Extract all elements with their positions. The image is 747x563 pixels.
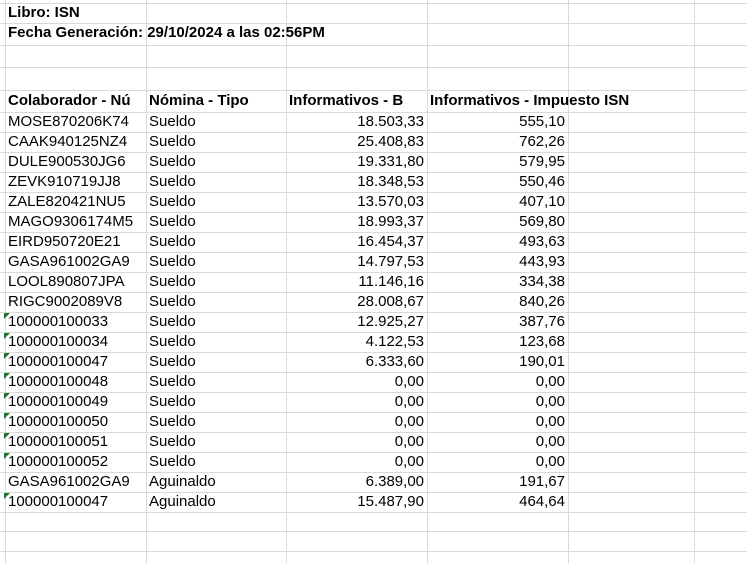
table-cell-base[interactable]: 15.487,90 (357, 493, 424, 510)
table-cell-tipo[interactable]: Sueldo (149, 193, 196, 210)
gridline-horizontal (0, 512, 747, 513)
table-cell-tipo[interactable]: Sueldo (149, 153, 196, 170)
table-cell-isn[interactable]: 0,00 (535, 373, 565, 390)
column-header-isn[interactable]: Informativos - Impuesto ISN (430, 92, 630, 109)
table-cell-colaborador[interactable]: RIGC9002089V8 (8, 293, 123, 310)
table-cell-tipo[interactable]: Sueldo (149, 453, 196, 470)
error-indicator-icon (4, 433, 10, 439)
table-cell-colaborador[interactable]: 100000100048 (8, 373, 109, 390)
table-cell-colaborador[interactable]: 100000100047 (8, 493, 109, 510)
gridline-vertical (694, 0, 695, 563)
table-cell-tipo[interactable]: Sueldo (149, 333, 196, 350)
table-cell-isn[interactable]: 0,00 (535, 413, 565, 430)
table-cell-base[interactable]: 11.146,16 (358, 273, 424, 290)
table-cell-isn[interactable]: 443,93 (519, 253, 565, 270)
table-cell-base[interactable]: 0,00 (394, 373, 424, 390)
table-cell-tipo[interactable]: Sueldo (149, 293, 196, 310)
gridline-horizontal (0, 67, 747, 68)
table-cell-isn[interactable]: 464,64 (519, 493, 565, 510)
table-cell-colaborador[interactable]: 100000100051 (8, 433, 109, 450)
table-cell-isn[interactable]: 840,26 (519, 293, 565, 310)
table-cell-colaborador[interactable]: EIRD950720E21 (8, 233, 121, 250)
table-cell-tipo[interactable]: Sueldo (149, 173, 196, 190)
error-indicator-icon (4, 453, 10, 459)
table-cell-tipo[interactable]: Sueldo (149, 253, 196, 270)
table-cell-base[interactable]: 6.389,00 (365, 473, 424, 490)
table-cell-isn[interactable]: 191,67 (519, 473, 565, 490)
gridline-horizontal (0, 531, 747, 532)
error-indicator-icon (4, 493, 10, 499)
table-cell-colaborador[interactable]: 100000100050 (8, 413, 109, 430)
table-cell-colaborador[interactable]: 100000100049 (8, 393, 109, 410)
table-cell-base[interactable]: 0,00 (394, 393, 424, 410)
table-cell-isn[interactable]: 579,95 (519, 153, 565, 170)
gridline-horizontal (0, 45, 747, 46)
table-cell-tipo[interactable]: Sueldo (149, 433, 196, 450)
table-cell-isn[interactable]: 0,00 (535, 433, 565, 450)
table-cell-tipo[interactable]: Aguinaldo (149, 473, 216, 490)
table-cell-base[interactable]: 6.333,60 (365, 353, 424, 370)
table-cell-tipo[interactable]: Sueldo (149, 113, 196, 130)
table-cell-tipo[interactable]: Sueldo (149, 213, 196, 230)
table-cell-isn[interactable]: 123,68 (519, 333, 565, 350)
table-cell-isn[interactable]: 0,00 (535, 393, 565, 410)
generation-date-cell[interactable]: Fecha Generación: 29/10/2024 a las 02:56PM (8, 24, 325, 41)
table-cell-base[interactable]: 18.348,53 (357, 173, 424, 190)
table-cell-colaborador[interactable]: CAAK940125NZ4 (8, 133, 128, 150)
error-indicator-icon (4, 413, 10, 419)
error-indicator-icon (4, 353, 10, 359)
table-cell-isn[interactable]: 334,38 (519, 273, 565, 290)
table-cell-base[interactable]: 0,00 (394, 453, 424, 470)
table-cell-colaborador[interactable]: 100000100052 (8, 453, 109, 470)
table-cell-colaborador[interactable]: ZALE820421NU5 (8, 193, 126, 210)
table-cell-tipo[interactable]: Sueldo (149, 373, 196, 390)
table-cell-base[interactable]: 0,00 (394, 413, 424, 430)
table-cell-tipo[interactable]: Sueldo (149, 353, 196, 370)
table-cell-colaborador[interactable]: 100000100033 (8, 313, 109, 330)
table-cell-base[interactable]: 28.008,67 (357, 293, 424, 310)
table-cell-tipo[interactable]: Sueldo (149, 393, 196, 410)
table-cell-colaborador[interactable]: LOOL890807JPA (8, 273, 125, 290)
table-cell-colaborador[interactable]: MOSE870206K74 (8, 113, 129, 130)
sheet-title-cell[interactable]: Libro: ISN (8, 4, 80, 21)
table-cell-isn[interactable]: 493,63 (519, 233, 565, 250)
table-cell-isn[interactable]: 387,76 (519, 313, 565, 330)
table-cell-tipo[interactable]: Sueldo (149, 233, 196, 250)
table-cell-isn[interactable]: 550,46 (519, 173, 565, 190)
table-cell-tipo[interactable]: Sueldo (149, 273, 196, 290)
error-indicator-icon (4, 393, 10, 399)
table-cell-base[interactable]: 12.925,27 (357, 313, 424, 330)
table-cell-base[interactable]: 14.797,53 (357, 253, 424, 270)
table-cell-base[interactable]: 18.993,37 (357, 213, 424, 230)
error-indicator-icon (4, 333, 10, 339)
table-cell-base[interactable]: 18.503,33 (357, 113, 424, 130)
table-cell-tipo[interactable]: Sueldo (149, 413, 196, 430)
column-header-base[interactable]: Informativos - B (289, 92, 404, 109)
table-cell-colaborador[interactable]: 100000100034 (8, 333, 109, 350)
table-cell-colaborador[interactable]: DULE900530JG6 (8, 153, 126, 170)
error-indicator-icon (4, 373, 10, 379)
table-cell-base[interactable]: 0,00 (394, 433, 424, 450)
table-cell-colaborador[interactable]: ZEVK910719JJ8 (8, 173, 121, 190)
column-header-colaborador[interactable]: Colaborador - Nú (8, 92, 131, 109)
table-cell-tipo[interactable]: Aguinaldo (149, 493, 216, 510)
table-cell-tipo[interactable]: Sueldo (149, 133, 196, 150)
error-indicator-icon (4, 313, 10, 319)
gridline-horizontal (0, 551, 747, 552)
gridline-vertical (568, 0, 569, 563)
table-cell-isn[interactable]: 0,00 (535, 453, 565, 470)
table-cell-colaborador[interactable]: 100000100047 (8, 353, 109, 370)
table-cell-base[interactable]: 13.570,03 (357, 193, 424, 210)
table-cell-isn[interactable]: 190,01 (519, 353, 565, 370)
table-cell-isn[interactable]: 555,10 (519, 113, 565, 130)
table-cell-isn[interactable]: 407,10 (519, 193, 565, 210)
table-cell-colaborador[interactable]: GASA961002GA9 (8, 473, 130, 490)
table-cell-isn[interactable]: 762,26 (519, 133, 565, 150)
table-cell-isn[interactable]: 569,80 (519, 213, 565, 230)
table-cell-base[interactable]: 19.331,80 (357, 153, 424, 170)
table-cell-colaborador[interactable]: MAGO9306174M5 (8, 213, 134, 230)
column-header-tipo[interactable]: Nómina - Tipo (149, 92, 249, 109)
table-cell-base[interactable]: 25.408,83 (357, 133, 424, 150)
table-cell-base[interactable]: 16.454,37 (357, 233, 424, 250)
table-cell-base[interactable]: 4.122,53 (365, 333, 424, 350)
table-cell-tipo[interactable]: Sueldo (149, 313, 196, 330)
table-cell-colaborador[interactable]: GASA961002GA9 (8, 253, 130, 270)
